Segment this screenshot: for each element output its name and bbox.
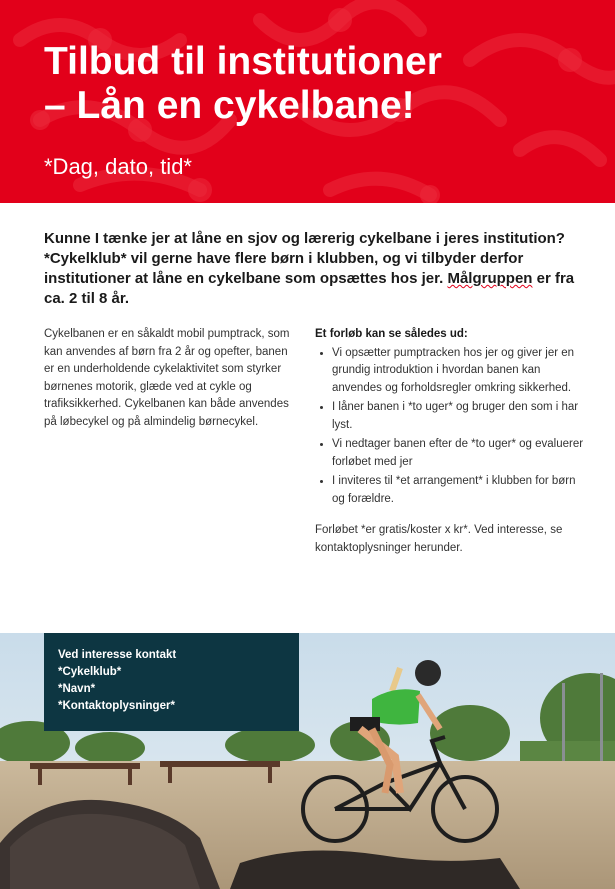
list-item: • Vi opsætter pumptracken hos jer og giver jer en grundig introduktion i hvordan banen kan anvendes og forholdsregler omkring sikkerhed. (332, 345, 590, 398)
contact-heading: Ved interesse kontakt (58, 649, 177, 661)
contact-club: *Cykelklub* (58, 666, 122, 678)
list-item: • I låner banen i *to uger* og bruger den som i har lyst. (332, 399, 590, 434)
list-item: • I inviteres til *et arrangement* i klubben for børn og forældre. (332, 473, 590, 508)
page-title (44, 40, 442, 128)
intro-spellcheck-word: Målgruppen (447, 270, 533, 287)
closing-text: Forløbet *er gratis/koster x kr*. Ved interesse, se kontaktoplysninger herunder. (315, 524, 563, 554)
intro-text-1: Kunne I tænke jer at låne en sjov og lærerig cykelbane i jeres institution? *Cykelklub* vil gerne have flere børn i klubben, og vi tilbyder derfor institutioner at låne en cykelbane som opsættes hos jer. (44, 230, 565, 287)
contact-box (44, 633, 299, 731)
process-list (315, 345, 590, 509)
intro-text-2: er fra ca. 2 til 8 år. (44, 270, 575, 307)
contact-details: *Kontaktoplysninger* (58, 700, 175, 712)
contact-name: *Navn* (58, 683, 96, 695)
header-banner (0, 0, 615, 203)
title-line-1: Tilbud til institutioner (44, 40, 442, 83)
intro-paragraph (44, 229, 584, 309)
description-text: Cykelbanen er en såkaldt mobil pumptrack, som kan anvendes af børn fra 2 år og opefter, banen er en underholdende cykelaktivitet som styrker børnenes motorik, glæde ved at cykle og trafiksikkerhed. Cykelbanen kan både anvendes på løbecykel og på almindelig børnecykel. (44, 328, 290, 428)
process-heading: Et forløb kan se således ud: (315, 328, 468, 340)
process-section (315, 326, 590, 557)
title-line-2: – Lån en cykelbane! (44, 84, 415, 127)
list-item: • Vi nedtager banen efter de *to uger* og evaluerer forløbet med jer (332, 436, 590, 471)
date-placeholder: *Dag, dato, tid* (44, 154, 192, 179)
